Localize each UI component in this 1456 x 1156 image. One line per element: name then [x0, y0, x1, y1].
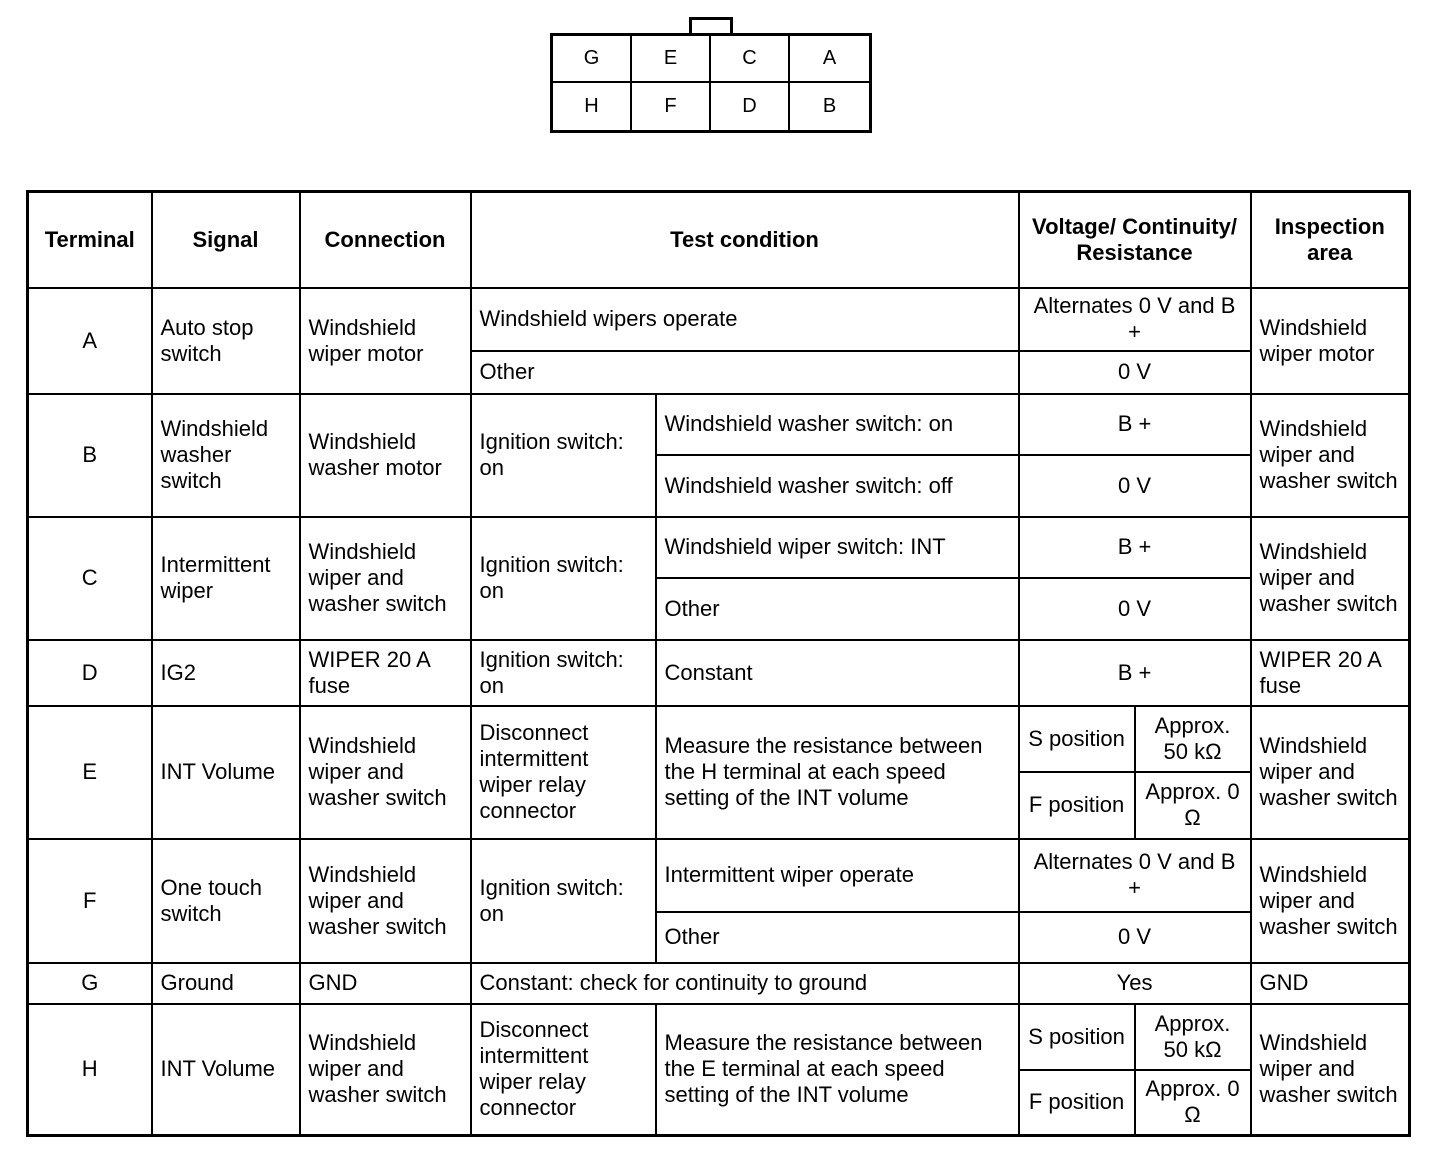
value-cell: B +	[1019, 394, 1251, 455]
sub-condition-cell: Other	[656, 578, 1019, 640]
connector-pin-b: B	[822, 95, 837, 117]
connection-cell: Windshield wiper and washer switch	[300, 706, 471, 839]
resistance-cell: Approx. 50 kΩ	[1135, 706, 1251, 772]
inspection-cell: Windshield wiper and washer switch	[1251, 1004, 1410, 1136]
connector-pin-c: C	[711, 36, 790, 83]
header-inspection: Inspection area	[1251, 192, 1410, 288]
connector-pin-f: F	[632, 83, 711, 130]
table-row	[28, 394, 1410, 455]
connection-cell: Windshield wiper motor	[300, 288, 471, 394]
condition-cell: Windshield wipers operate	[471, 288, 1019, 351]
connection-cell: WIPER 20 A fuse	[300, 640, 471, 706]
header-terminal: Terminal	[28, 192, 152, 288]
value-cell: 0 V	[1019, 912, 1251, 963]
sub-condition-cell: Windshield wiper switch: INT	[656, 517, 1019, 578]
condition-cell: Disconnect intermittent wiper relay connector	[471, 1004, 656, 1136]
value-cell: 0 V	[1019, 578, 1251, 640]
condition-cell: Other	[471, 351, 1019, 394]
sub-condition-cell: Measure the resistance between the H terminal at each speed setting of the INT volume	[656, 706, 1019, 839]
header-voltage: Voltage/ Continuity/ Resistance	[1019, 192, 1251, 288]
header-test-condition: Test condition	[471, 192, 1019, 288]
terminal-cell: H	[28, 1004, 152, 1136]
sub-condition-cell: Other	[656, 912, 1019, 963]
header-connection: Connection	[300, 192, 471, 288]
signal-cell: One touch switch	[152, 839, 300, 963]
table-row	[28, 517, 1410, 578]
sub-condition-cell: Windshield washer switch: off	[656, 455, 1019, 517]
inspection-cell: GND	[1251, 963, 1410, 1004]
terminal-cell: E	[28, 706, 152, 839]
connection-cell: Windshield wiper and washer switch	[300, 839, 471, 963]
position-cell: S position	[1019, 706, 1135, 772]
inspection-cell: Windshield wiper and washer switch	[1251, 706, 1410, 839]
table-row	[28, 1004, 1410, 1070]
signal-cell: Ground	[152, 963, 300, 1004]
value-cell: 0 V	[1019, 455, 1251, 517]
value-cell: 0 V	[1019, 351, 1251, 394]
connector-pin-a: A	[790, 36, 869, 83]
condition-cell: Constant: check for continuity to ground	[471, 963, 1019, 1004]
connector-latch	[689, 17, 733, 33]
signal-cell: IG2	[152, 640, 300, 706]
connector-diagram	[550, 33, 872, 133]
connection-cell: Windshield wiper and washer switch	[300, 517, 471, 640]
table-row	[28, 706, 1410, 772]
inspection-cell: WIPER 20 A fuse	[1251, 640, 1410, 706]
value-cell: Alternates 0 V and B +	[1019, 288, 1251, 351]
sub-condition-cell: Intermittent wiper operate	[656, 839, 1019, 912]
connection-cell: Windshield wiper and washer switch	[300, 1004, 471, 1136]
terminal-cell: B	[28, 394, 152, 517]
resistance-cell: Approx. 0 Ω	[1135, 772, 1251, 839]
condition-cell: Ignition switch: on	[471, 640, 656, 706]
condition-cell: Ignition switch: on	[471, 839, 656, 963]
value-cell: B +	[1019, 517, 1251, 578]
inspection-cell: Windshield wiper and washer switch	[1251, 517, 1410, 640]
sub-condition-cell: Measure the resistance between the E terminal at each speed setting of the INT volume	[656, 1004, 1019, 1136]
signal-cell: Auto stop switch	[152, 288, 300, 394]
condition-cell: Disconnect intermittent wiper relay connector	[471, 706, 656, 839]
signal-cell: Intermittent wiper	[152, 517, 300, 640]
value-cell: Yes	[1019, 963, 1251, 1004]
condition-cell: Ignition switch: on	[471, 517, 656, 640]
signal-cell: INT Volume	[152, 706, 300, 839]
inspection-cell: Windshield wiper and washer switch	[1251, 394, 1410, 517]
sub-condition-cell: Windshield washer switch: on	[656, 394, 1019, 455]
value-cell: Alternates 0 V and B +	[1019, 839, 1251, 912]
resistance-cell: Approx. 50 kΩ	[1135, 1004, 1251, 1070]
condition-cell: Ignition switch: on	[471, 394, 656, 517]
terminal-cell: D	[28, 640, 152, 706]
table-row	[28, 288, 1410, 351]
connector-pin-g: G	[553, 36, 632, 83]
table-row	[28, 839, 1410, 912]
terminal-cell: G	[28, 963, 152, 1004]
terminal-cell: A	[28, 288, 152, 394]
value-cell: B +	[1019, 640, 1251, 706]
signal-cell: INT Volume	[152, 1004, 300, 1136]
connector-pin-e: E	[632, 36, 711, 83]
table-row	[28, 963, 1410, 1004]
connection-cell: Windshield washer motor	[300, 394, 471, 517]
connector-pin-h: H	[553, 83, 632, 130]
signal-cell: Windshield washer switch	[152, 394, 300, 517]
position-cell: F position	[1019, 772, 1135, 839]
connection-cell: GND	[300, 963, 471, 1004]
table-row	[28, 640, 1410, 706]
inspection-cell: Windshield wiper and washer switch	[1251, 839, 1410, 963]
table-header-row	[28, 192, 1410, 288]
position-cell: S position	[1019, 1004, 1135, 1070]
sub-condition-cell: Constant	[656, 640, 1019, 706]
resistance-cell: Approx. 0 Ω	[1135, 1070, 1251, 1136]
terminal-cell: F	[28, 839, 152, 963]
inspection-cell: Windshield wiper motor	[1251, 288, 1410, 394]
position-cell: F position	[1019, 1070, 1135, 1136]
header-signal: Signal	[152, 192, 300, 288]
terminal-spec-table	[26, 190, 1411, 1137]
connector-pin-d: D	[711, 83, 790, 130]
terminal-cell: C	[28, 517, 152, 640]
